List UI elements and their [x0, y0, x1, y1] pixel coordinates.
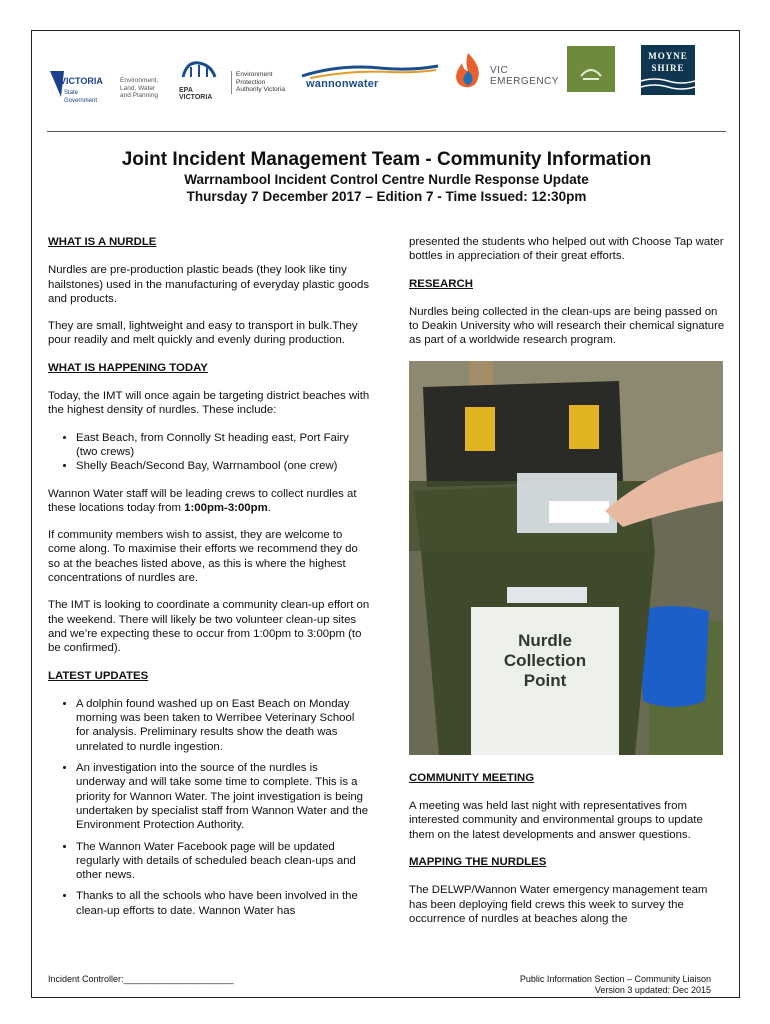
- footer-incident-controller: Incident Controller:______________________: [48, 974, 234, 984]
- list-item: • An investigation into the source of the nurdles is underway and will take some time to complete. This is a priority for Wannon Water. The joint investigation is being undertaken by specialist staff from Wannon Water and the Environment Protection Authority.: [76, 761, 370, 832]
- list-item: • A dolphin found washed up on East Beach on Monday morning was been taken to Werribee Veterinary School for analysis. Preliminary results show the death was unrelated to nurdle ingestion.: [76, 697, 370, 754]
- sign-line: Point: [523, 670, 567, 690]
- epa-victoria-logo: [179, 59, 299, 101]
- waves-icon: [641, 77, 695, 93]
- photo-illustration: [409, 361, 723, 755]
- vic-emergency-logo: [452, 51, 562, 93]
- epa-name-line: EPA: [179, 87, 193, 94]
- paragraph: A meeting was held last night with representatives from interested community and environmental groups to update them on the latest developments and answer questions.: [409, 800, 703, 841]
- section-heading-research: RESEARCH: [409, 277, 473, 290]
- moyne-shire-logo: [641, 45, 695, 95]
- left-column: [48, 235, 370, 931]
- paragraph: The IMT is looking to coordinate a community clean-up effort on the weekend. There will likely be two volunteer clean-up sites and we’re expecting these to occur from 1:00pm to 3:00pm (to be confirmed).: [48, 599, 370, 655]
- footer-line: Version 3 updated: Dec 2015: [594, 985, 711, 995]
- logo-bar: [32, 31, 741, 131]
- sign-line: Nurdle: [518, 630, 572, 650]
- wannon-water-logo: [300, 62, 440, 96]
- paragraph: presented the students who helped out with Choose Tap water bottles in appreciation of their great efforts.: [409, 236, 724, 263]
- list-item: • Thanks to all the schools who have been involved in the clean-up efforts to date. Wannon Water has: [76, 889, 370, 918]
- section-heading-happening-today: WHAT IS HAPPENING TODAY: [48, 361, 208, 374]
- delwp-line: and Planning: [120, 92, 158, 99]
- moyne-line: MOYNE: [648, 51, 688, 61]
- paragraph: Nurdles being collected in the clean-ups are being passed on to Deakin University who will research their chemical signature as part of a worldwide research program.: [409, 305, 725, 347]
- section-heading-mapping: MAPPING THE NURDLES: [409, 855, 547, 868]
- epa-mark-icon: [181, 59, 217, 79]
- epa-desc-line: Protection: [236, 78, 266, 86]
- delwp-line: Environment,: [120, 77, 159, 84]
- updates-list: [48, 697, 370, 918]
- time-range: 1:00pm-3:00pm: [184, 501, 268, 514]
- epa-name-line: VICTORIA: [179, 94, 213, 101]
- epa-desc-line: Environment: [236, 71, 273, 78]
- paragraph: Nurdles are pre-production plastic beads (they look like tiny hailstones) used in the manufacturing of everyday plastic goods and products.: [48, 264, 370, 305]
- sign-line: Collection: [503, 650, 587, 670]
- paragraph: [48, 487, 370, 516]
- wannon-wordmark: wannonwater: [306, 78, 379, 90]
- moyne-line: SHIRE: [651, 63, 685, 73]
- epa-description: [231, 71, 285, 94]
- vic-emergency-line: EMERGENCY: [490, 76, 559, 87]
- epa-name: [179, 87, 212, 101]
- moyne-wordmark: [641, 50, 695, 74]
- list-item: • The Wannon Water Facebook page will be updated regularly with details of scheduled beach clean-ups and other news.: [76, 840, 370, 883]
- list-item: • Shelly Beach/Second Bay, Warrnambool (one crew): [76, 459, 370, 473]
- right-column: [409, 235, 727, 939]
- paragraph: Today, the IMT will once again be targeting district beaches with the highest density of nurdles. These include:: [48, 390, 370, 417]
- header-divider: [47, 131, 726, 132]
- footer-line: Public Information Section – Community Liaison: [519, 974, 711, 984]
- edition-line: Thursday 7 December 2017 – Edition 7 - Time Issued: 12:30pm: [186, 189, 587, 204]
- paragraph: The DELWP/Wannon Water emergency management team has been deploying field crews this week to survey the occurrence of nurdles at beaches along the: [409, 884, 708, 925]
- location-list: [48, 431, 370, 474]
- page-subtitle: Warrnambool Incident Control Centre Nurdle Response Update: [184, 172, 589, 187]
- page-title: Joint Incident Management Team - Community Information: [121, 149, 652, 170]
- victoria-subtitle: State Government: [64, 90, 98, 104]
- text: .: [267, 501, 271, 514]
- flame-icon: [452, 51, 484, 91]
- collection-sign: [479, 631, 611, 691]
- paragraph: They are small, lightweight and easy to transport in bulk.They pour readily and melt quickly and evenly during production.: [48, 320, 358, 347]
- footer-info: [520, 974, 711, 996]
- victoria-wordmark: VICTORIA: [60, 76, 103, 86]
- section-heading-latest-updates: LATEST UPDATES: [48, 669, 149, 682]
- paragraph: If community members wish to assist, they are welcome to come along. To maximise their efforts we recommend they do so at the beaches listed above, as this is where the highest concentrations of nurdles are.: [48, 529, 358, 585]
- nurdle-bin-photo: [409, 361, 723, 755]
- section-heading-community-meeting: COMMUNITY MEETING: [409, 771, 535, 784]
- document-page: [31, 30, 740, 998]
- victoria-government-logo: [50, 71, 106, 104]
- tree-icon: [567, 46, 615, 92]
- green-agency-logo: [567, 46, 615, 92]
- text: Wannon Water staff will be leading crews to collect nurdles at these locations today from: [48, 487, 357, 514]
- vic-emergency-line: VIC: [490, 65, 509, 76]
- section-heading-what-is-a-nurdle: WHAT IS A NURDLE: [48, 236, 157, 248]
- list-item: • East Beach, from Connolly St heading east, Port Fairy (two crews): [76, 431, 370, 460]
- epa-desc-line: Authority Victoria: [236, 86, 286, 93]
- delwp-line: Land, Water: [120, 84, 156, 92]
- vic-emergency-wordmark: [490, 65, 559, 87]
